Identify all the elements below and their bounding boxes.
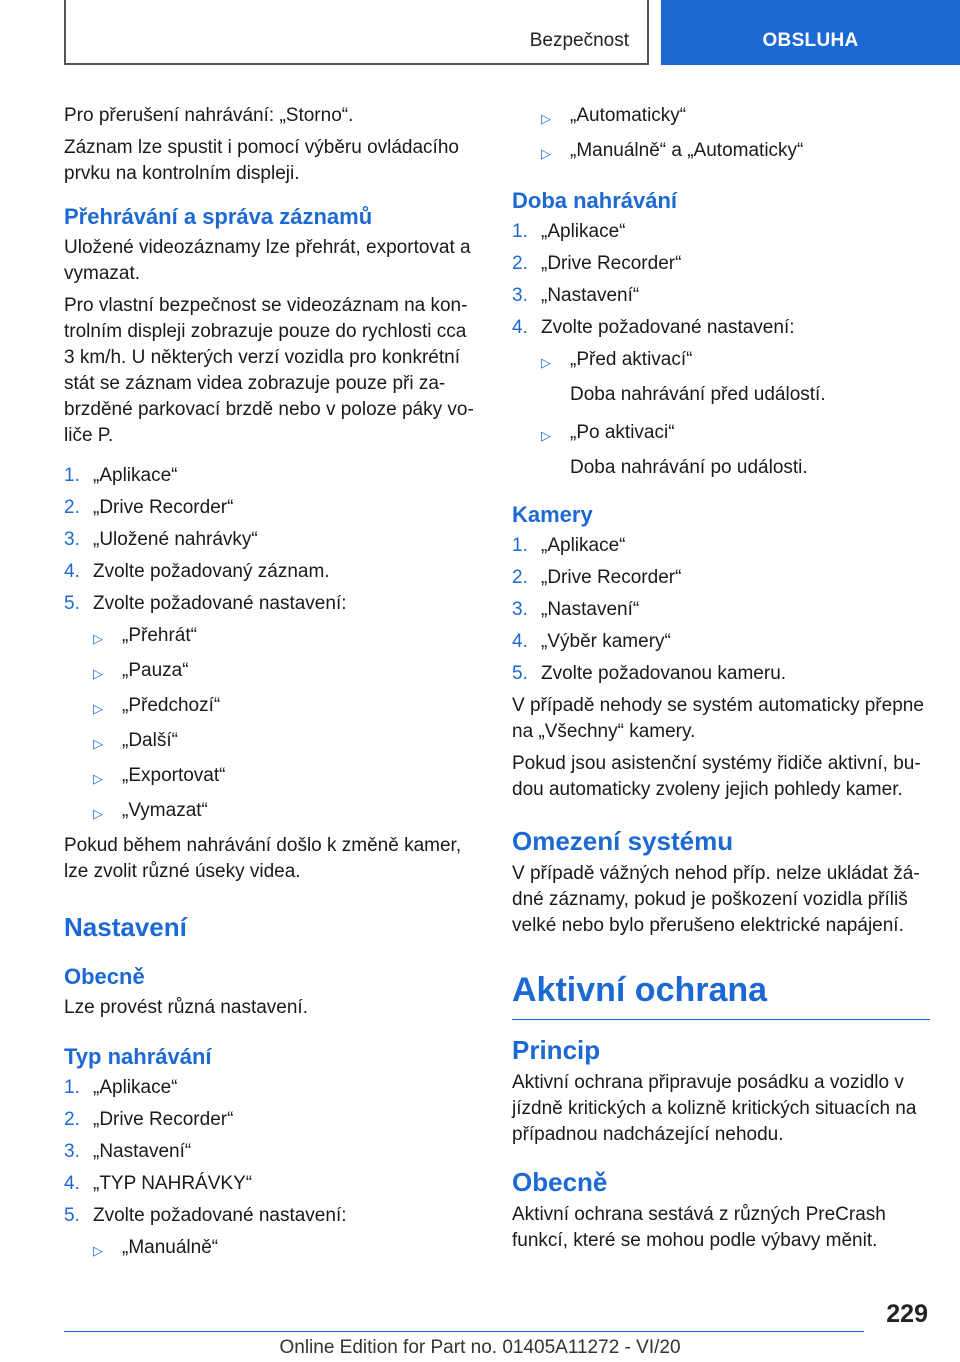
list-item — [512, 103, 930, 132]
step-text: Zvolte požadované nastavení: — [93, 593, 347, 614]
paragraph: Pokud během nahrávání došlo k změně kamer, lze zvolit různé úseky videa. — [64, 835, 462, 882]
step-text: „Aplikace“ — [541, 221, 626, 242]
paragraph: Aktivní ochrana připravuje posádku a vozidlo v jízdně kritických a kolizně kritických situacích na případnou nadcházející nehodu. — [512, 1072, 917, 1145]
step-number: 5. — [512, 663, 528, 684]
list-item — [64, 658, 474, 687]
step-number: 3. — [64, 1141, 80, 1162]
list-item — [64, 591, 474, 617]
step-number: 1. — [512, 535, 528, 556]
list-item — [64, 1075, 474, 1101]
list-item — [64, 1107, 474, 1133]
sub-item-text: „Manuálně“ a „Automaticky“ — [570, 140, 804, 161]
step-text: „Výběr kamery“ — [541, 631, 671, 652]
sub-item-text: „Přehrát“ — [122, 625, 197, 646]
triangle-bullet-icon: ▷ — [93, 666, 103, 681]
step-text: „Aplikace“ — [541, 535, 626, 556]
step-number: 4. — [512, 317, 528, 338]
sub-item-text: „Manuálně“ — [122, 1237, 219, 1258]
list-item — [64, 763, 474, 792]
list-item — [512, 629, 930, 655]
sub-item-text: „Před aktivací“ — [570, 349, 693, 370]
list-item — [64, 798, 474, 827]
list-item — [64, 559, 474, 585]
step-text: „Drive Recorder“ — [93, 497, 234, 518]
list-item — [64, 693, 474, 722]
sub-item-text: „Exportovat“ — [122, 765, 226, 786]
step-text: „Nastavení“ — [541, 285, 640, 306]
heading-general: Obecně — [512, 1167, 608, 1197]
page-number: 229 — [886, 1300, 928, 1328]
triangle-bullet-icon: ▷ — [93, 631, 103, 646]
list-item — [64, 1171, 474, 1197]
header-chapter-box — [661, 0, 960, 65]
step-text: Zvolte požadované nastavení: — [541, 317, 795, 338]
list-item — [64, 527, 474, 553]
paragraph: Uložené videozáznamy lze přehrát, exportovat a vymazat. — [64, 237, 471, 284]
sub-list — [512, 420, 930, 449]
sub-item-text: „Pauza“ — [122, 660, 189, 681]
triangle-bullet-icon: ▷ — [541, 428, 551, 443]
step-text: „Drive Recorder“ — [541, 253, 682, 274]
list-item — [512, 251, 930, 277]
step-text: „Uložené nahrávky“ — [93, 529, 258, 550]
steps-list — [64, 1075, 474, 1229]
left-column — [64, 103, 474, 1270]
paragraph: Pro vlastní bezpečnost se videozáznam na kon-trolním displeji zobrazuje pouze do rychlosti cca 3 km/h. U některých verzí vozidla pro konkrétní stát se záznam videa zobrazuje pouze při za-brzděné parkovací brzdě nebo v poloze páky vo-liče P. — [64, 295, 474, 446]
step-text: Zvolte požadované nastavení: — [93, 1205, 347, 1226]
list-item — [512, 420, 930, 449]
step-number: 3. — [512, 285, 528, 306]
step-number: 1. — [64, 465, 80, 486]
sub-item-text: „Automaticky“ — [570, 105, 687, 126]
sub-item-text: „Po aktivaci“ — [570, 422, 675, 443]
step-text: „Aplikace“ — [93, 1077, 178, 1098]
sub-list — [512, 347, 930, 376]
step-text: „Drive Recorder“ — [93, 1109, 234, 1130]
header-section-box — [64, 0, 649, 65]
step-number: 4. — [64, 561, 80, 582]
triangle-bullet-icon: ▷ — [541, 146, 551, 161]
heading-system-limits: Omezení systému — [512, 826, 734, 856]
sub-list — [64, 1235, 474, 1264]
list-item — [512, 597, 930, 623]
step-text: Zvolte požadovanou kameru. — [541, 663, 787, 684]
step-number: 2. — [512, 253, 528, 274]
list-item — [512, 315, 930, 341]
step-text: „Drive Recorder“ — [541, 567, 682, 588]
list-item — [64, 463, 474, 489]
triangle-bullet-icon: ▷ — [93, 1243, 103, 1258]
step-number: 2. — [64, 497, 80, 518]
step-number: 5. — [64, 1205, 80, 1226]
step-number: 4. — [512, 631, 528, 652]
paragraph: Aktivní ochrana sestává z různých PreCrash funkcí, které se mohou podle výbavy měnit. — [512, 1204, 886, 1251]
sub-item-description: Doba nahrávání před událostí. — [570, 384, 826, 405]
list-item — [512, 661, 930, 687]
sub-item-text: „Předchozí“ — [122, 695, 221, 716]
sub-list — [64, 623, 474, 827]
heading-record-type: Typ nahrávání — [64, 1044, 212, 1069]
steps-list — [64, 463, 474, 617]
step-number: 2. — [512, 567, 528, 588]
sub-item-description: Doba nahrávání po události. — [570, 457, 808, 478]
step-number: 3. — [512, 599, 528, 620]
heading-general: Obecně — [64, 964, 145, 989]
step-number: 4. — [64, 1173, 80, 1194]
triangle-bullet-icon: ▷ — [541, 355, 551, 370]
sub-item-text: „Vymazat“ — [122, 800, 208, 821]
paragraph: Lze provést různá nastavení. — [64, 997, 308, 1018]
list-item — [64, 623, 474, 652]
triangle-bullet-icon: ▷ — [93, 736, 103, 751]
step-number: 1. — [512, 221, 528, 242]
paragraph: V případě nehody se systém automaticky přepne na „Všechny“ kamery. — [512, 695, 924, 742]
triangle-bullet-icon: ▷ — [93, 771, 103, 786]
step-text: „Nastavení“ — [541, 599, 640, 620]
step-text: „TYP NAHRÁVKY“ — [93, 1173, 253, 1194]
triangle-bullet-icon: ▷ — [93, 806, 103, 821]
paragraph: Záznam lze spustit i pomocí výběru ovládacího prvku na kontrolním displeji. — [64, 137, 459, 184]
list-item — [64, 1203, 474, 1229]
heading-active-protection: Aktivní ochrana — [512, 969, 930, 1020]
footer-edition: Online Edition for Part no. 01405A11272 - VI/20 — [279, 1337, 681, 1358]
list-item — [64, 495, 474, 521]
heading-principle: Princip — [512, 1035, 601, 1065]
heading-playback: Přehrávání a správa záznamů — [64, 204, 373, 229]
triangle-bullet-icon: ▷ — [93, 701, 103, 716]
step-text: „Aplikace“ — [93, 465, 178, 486]
section-title: Bezpečnost — [529, 30, 629, 51]
list-item — [512, 533, 930, 559]
footer-divider — [64, 1331, 864, 1332]
heading-cameras: Kamery — [512, 502, 593, 527]
paragraph: Pokud jsou asistenční systémy řidiče aktivní, bu-dou automaticky zvoleny jejich pohledy kamer. — [512, 753, 921, 800]
list-item — [512, 347, 930, 376]
step-text: Zvolte požadovaný záznam. — [93, 561, 330, 582]
triangle-bullet-icon: ▷ — [541, 111, 551, 126]
chapter-title: OBSLUHA — [762, 30, 859, 51]
step-number: 2. — [64, 1109, 80, 1130]
step-number: 3. — [64, 529, 80, 550]
step-number: 5. — [64, 593, 80, 614]
list-item — [64, 1139, 474, 1165]
list-item — [512, 283, 930, 309]
list-item — [64, 1235, 474, 1264]
sub-list — [512, 103, 930, 167]
list-item — [512, 219, 930, 245]
paragraph: V případě vážných nehod příp. nelze ukládat žá-dné záznamy, pokud je poškození vozidla příliš velké nebo bylo přerušeno elektrické napájení. — [512, 863, 920, 936]
heading-settings: Nastavení — [64, 912, 187, 942]
steps-list — [512, 219, 930, 341]
step-text: „Nastavení“ — [93, 1141, 192, 1162]
list-item — [64, 728, 474, 757]
sub-item-text: „Další“ — [122, 730, 178, 751]
heading-record-duration: Doba nahrávání — [512, 188, 678, 213]
list-item — [512, 138, 930, 167]
list-item — [512, 565, 930, 591]
steps-list — [512, 533, 930, 687]
step-number: 1. — [64, 1077, 80, 1098]
paragraph: Pro přerušení nahrávání: „Storno“. — [64, 105, 354, 126]
right-column — [512, 103, 930, 1260]
